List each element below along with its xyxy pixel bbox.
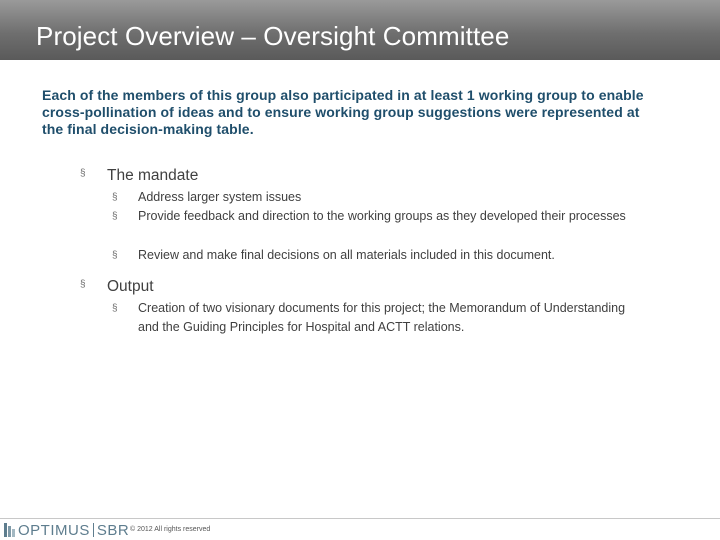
list-item: [112, 299, 642, 337]
footer-divider: [0, 518, 720, 519]
logo-mark-icon: [4, 523, 15, 537]
intro-paragraph: Each of the members of this group also participated in at least 1 working group to enable cross-pollination of ideas and to ensure working group suggestions were represented at the final decision-making table.: [42, 87, 644, 137]
list-item: [112, 207, 672, 226]
copyright-notice: © 2012 All rights reserved: [130, 526, 211, 533]
list-item-text: Address larger system issues: [138, 190, 302, 204]
bullet-icon: §: [112, 211, 118, 222]
logo-separator: [93, 523, 94, 537]
bullet-icon: §: [80, 279, 86, 290]
bullet-icon: §: [112, 250, 118, 261]
bullet-icon: §: [112, 303, 118, 314]
company-logo: [4, 521, 129, 539]
list-item-text: Review and make final decisions on all materials included in this document.: [138, 248, 555, 262]
list-item: [112, 188, 672, 207]
title-bar: [0, 0, 720, 60]
list-item: [112, 246, 672, 265]
list-item-text: Provide feedback and direction to the working groups as they developed their processes: [138, 209, 626, 223]
section-label: The mandate: [107, 167, 199, 184]
list-item-text: Creation of two visionary documents for this project; the Memorandum of Understanding and the Guiding Principles for Hospital and ACTT relations.: [138, 301, 626, 334]
section-label: Output: [107, 278, 154, 295]
bullet-icon: §: [112, 192, 118, 203]
logo-text-optimus: OPTIMUS: [18, 521, 90, 539]
bullet-icon: §: [80, 168, 86, 179]
slide-title: Project Overview – Oversight Committee: [36, 21, 510, 51]
logo-text-sbr: SBR: [96, 521, 130, 539]
